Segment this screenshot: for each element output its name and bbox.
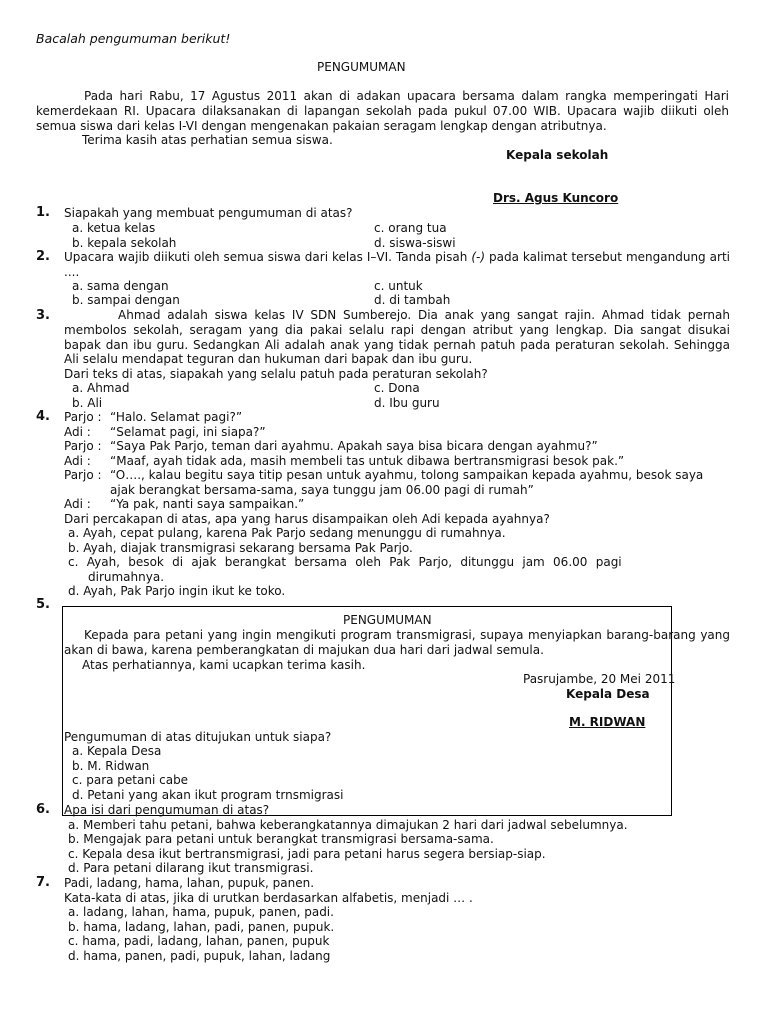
announcement-place-date: Pasrujambe, 20 Mei 2011 [523,672,676,686]
option: b. sampai dengan [72,293,180,307]
announcement-title: PENGUMUMAN [317,60,406,74]
dialog-line-continuation: ajak berangkat bersama-sama, saya tunggu jam 06.00 pagi di rumah” [110,483,534,497]
question-text: Apa isi dari pengumuman di atas? [64,803,270,817]
option: d. hama, panen, padi, pupuk, lahan, ladang [68,949,331,963]
announcement-signer-name: M. RIDWAN [569,715,646,729]
dialog-line: “O…., kalau begitu saya titip pesan untuk ayahmu, tolong sampaikan kepada ayahmu, besok saya [110,468,704,482]
option: b. Ayah, diajak transmigrasi sekarang bersama Pak Parjo. [68,541,413,555]
announcement-title: PENGUMUMAN [343,613,432,627]
option: a. Kepala Desa [72,744,162,758]
option: d. Ibu guru [374,396,440,410]
dialog-line: “Saya Pak Parjo, teman dari ayahmu. Apakah saya bisa bicara dengan ayahmu?” [110,439,598,453]
question-number: 3. [36,308,50,323]
announcement-thanks: Atas perhatiannya, kami ucapkan terima kasih. [82,658,366,672]
option: d. siswa-siswi [374,236,456,250]
question-text: Siapakah yang membuat pengumuman di atas? [64,206,353,220]
option: a. sama dengan [72,279,169,293]
option: c. Dona [374,381,420,395]
question-number: 1. [36,205,50,220]
option: b. kepala sekolah [72,236,177,250]
question-number: 5. [36,597,50,612]
question-text [64,250,730,280]
dialog-speaker: Parjo : [64,468,102,482]
option: d. Para petani dilarang ikut transmigrasi. [68,861,314,875]
dash-mark: (-) [471,250,486,264]
announcement-paragraph: Pada hari Rabu, 17 Agustus 2011 akan di adakan upacara bersama dalam rangka memperingati Hari kemerdekaan RI. Upacara dilaksanakan di lapangan sekolah pada pukul 07.00 WIB. Upacara wajib diikuti oleh semua siswa dari kelas I-VI dengan mengenakan pakaian seragam lengkap dengan atributnya. [36,89,729,133]
question-number: 6. [36,802,50,817]
question-text: Dari teks di atas, siapakah yang selalu patuh pada peraturan sekolah? [64,367,488,381]
option: a. Ayah, cepat pulang, karena Pak Parjo sedang menunggu di rumahnya. [68,526,506,540]
question-text-post: pada kalimat tersebut mengandung arti .... [64,250,730,279]
option: d. di tambah [374,293,451,307]
option: a. ketua kelas [72,221,156,235]
question-text: Pengumuman di atas ditujukan untuk siapa? [64,730,332,744]
dialog-line: “Ya pak, nanti saya sampaikan.” [110,497,305,511]
instruction: Bacalah pengumuman berikut! [36,31,231,46]
option: a. ladang, lahan, hama, pupuk, panen, padi. [68,905,334,919]
option: c. orang tua [374,221,447,235]
question-number: 2. [36,249,50,264]
announcement-signer-title: Kepala sekolah [506,148,609,162]
option: b. Ali [72,396,103,410]
dialog-line: “Selamat pagi, ini siapa?” [110,425,266,439]
option: d. Ayah, Pak Parjo ingin ikut ke toko. [68,584,286,598]
announcement-signer-name: Drs. Agus Kuncoro [493,191,619,205]
dialog-speaker: Adi : [64,497,91,511]
option: c. hama, padi, ladang, lahan, panen, pupuk [68,934,330,948]
dialog-line: “Halo. Selamat pagi?” [110,410,243,424]
dialog-speaker: Parjo : [64,410,102,424]
question-number: 7. [36,875,50,890]
option: c. Kepala desa ikut bertransmigrasi, jadi para petani harus segera bersiap-siap. [68,847,546,861]
option: b. hama, ladang, lahan, padi, panen, pupuk. [68,920,335,934]
option: b. M. Ridwan [72,759,150,773]
question-text: Dari percakapan di atas, apa yang harus disampaikan oleh Adi kepada ayahnya? [64,512,550,526]
dialog-speaker: Adi : [64,454,91,468]
option: a. Ahmad [72,381,130,395]
option: c. untuk [374,279,423,293]
option: b. Mengajak para petani untuk berangkat transmigrasi bersama-sama. [68,832,494,846]
option-continuation: dirumahnya. [88,570,165,584]
question-text: Kata-kata di atas, jika di urutkan berdasarkan alfabetis, menjadi … . [64,891,473,905]
option: c. para petani cabe [72,773,189,787]
option: c. Ayah, besok di ajak berangkat bersama oleh Pak Parjo, ditunggu jam 06.00 pagi [68,555,622,569]
announcement-paragraph: Kepada para petani yang ingin mengikuti program transmigrasi, supaya menyiapkan barang-barang yang akan di bawa, karena pemberangkatan di majukan dua hari dari jadwal semula. [64,628,730,657]
option: d. Petani yang akan ikut program trnsmigrasi [72,788,344,802]
dialog-speaker: Parjo : [64,439,102,453]
reading-passage: Ahmad adalah siswa kelas IV SDN Sumberejo. Dia anak yang sangat rajin. Ahmad tidak pernah membolos sekolah, seragam yang dia pakai selalu rapi dengan atribut yang lengkap. Dia sangat disukai bapak dan ibu guru. Sedangkan Ali adalah anak yang tidak pernah patuh pada peraturan sekolah. Sehingga Ali selalu mendapat teguran dan hukuman dari bapak dan ibu guru. [64,308,730,367]
dialog-line: “Maaf, ayah tidak ada, masih membeli tas untuk dibawa bertransmigrasi besok pak.” [110,454,625,468]
question-text-pre: Upacara wajib diikuti oleh semua siswa dari kelas I–VI. Tanda pisah [64,250,472,264]
announcement-signer-title: Kepala Desa [566,687,650,701]
question-text: Padi, ladang, hama, lahan, pupuk, panen. [64,876,315,890]
question-number: 4. [36,409,50,424]
announcement-thanks: Terima kasih atas perhatian semua siswa. [82,133,333,147]
option: a. Memberi tahu petani, bahwa keberangkatannya dimajukan 2 hari dari jadwal sebelumnya. [68,818,628,832]
dialog-speaker: Adi : [64,425,91,439]
